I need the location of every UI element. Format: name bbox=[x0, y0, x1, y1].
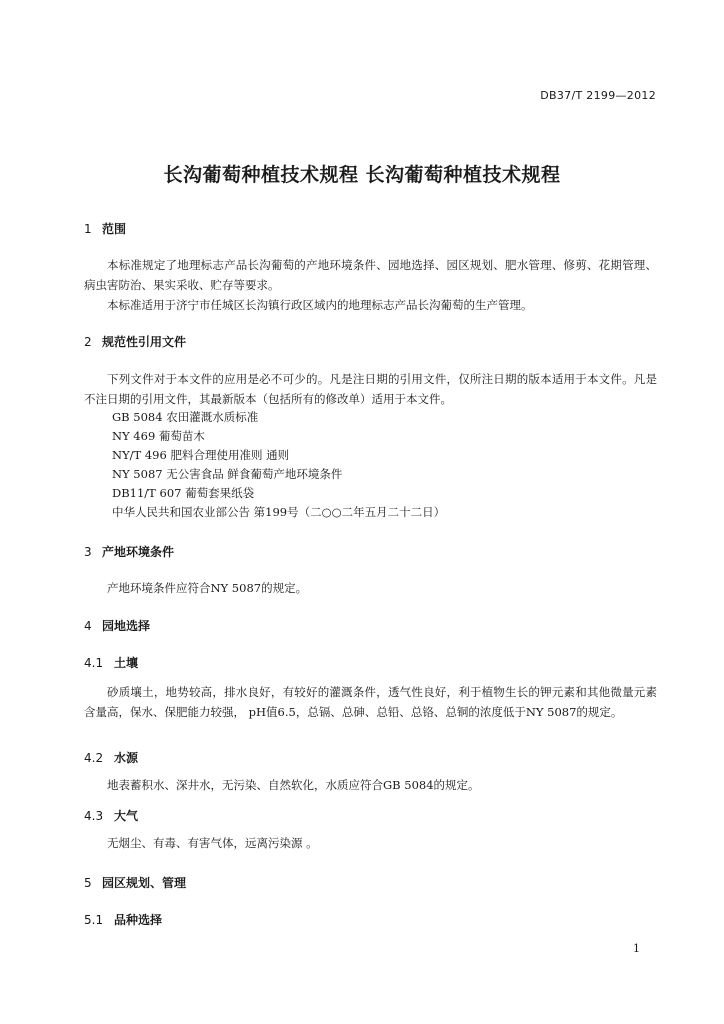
subsection-heading-5-1 bbox=[84, 911, 162, 928]
section-title: 土壤 bbox=[114, 656, 139, 670]
soil-paragraph: 砂质壤土，地势较高，排水良好，有较好的灌溉条件，透气性良好，利于植物生长的钾元素和其他微量元素含量高，保水、保肥能力较强， pH值6.5，总镉、总砷、总铅、总铬、总铜的浓度低于NY 5087的规定。 bbox=[84, 685, 657, 719]
section-title: 园地选择 bbox=[102, 619, 151, 633]
reference-item: 中华人民共和国农业部公告 第199号（二○○二年五月二十二日） bbox=[112, 505, 446, 519]
subsection-heading-4-2 bbox=[84, 749, 138, 766]
reference-item: NY 469 葡萄苗木 bbox=[112, 429, 205, 443]
scope-paragraph-1: 本标准规定了地理标志产品长沟葡萄的产地环境条件、园地选择、园区规划、肥水管理、修剪、花期管理、病虫害防治、果实采收、贮存等要求。 bbox=[84, 258, 657, 292]
subsection-heading-4-1 bbox=[84, 654, 138, 671]
section-number: 4.1 bbox=[84, 656, 104, 670]
scope-text bbox=[84, 255, 657, 315]
section-number: 4.2 bbox=[84, 751, 104, 765]
section-heading-5 bbox=[84, 874, 186, 891]
section-title: 水源 bbox=[114, 751, 139, 765]
air-text bbox=[84, 833, 657, 853]
subsection-heading-4-3 bbox=[84, 807, 138, 824]
section-title: 园区规划、管理 bbox=[102, 876, 187, 890]
section-title: 产地环境条件 bbox=[102, 545, 175, 559]
reference-item: NY 5087 无公害食品 鲜食葡萄产地环境条件 bbox=[112, 467, 343, 481]
air-paragraph: 无烟尘、有毒、有害气体，远离污染源 。 bbox=[107, 836, 318, 850]
section-title: 大气 bbox=[114, 809, 139, 823]
standard-code: DB37/T 2199—2012 bbox=[540, 89, 656, 102]
section-number: 5 bbox=[84, 876, 92, 890]
normative-references-intro bbox=[84, 369, 657, 409]
section-number: 2 bbox=[84, 335, 92, 349]
section-heading-2 bbox=[84, 333, 186, 350]
section-heading-4 bbox=[84, 617, 150, 634]
section-number: 4.3 bbox=[84, 809, 104, 823]
reference-item: NY/T 496 肥料合理使用准则 通则 bbox=[112, 448, 290, 462]
environment-text bbox=[84, 578, 657, 598]
section-heading-3 bbox=[84, 543, 174, 560]
soil-text bbox=[84, 682, 657, 722]
section-number: 4 bbox=[84, 619, 92, 633]
page-number: 1 bbox=[633, 942, 640, 955]
reference-item: GB 5084 农田灌溉水质标准 bbox=[112, 410, 259, 424]
section-number: 1 bbox=[84, 222, 92, 236]
references-intro-paragraph: 下列文件对于本文件的应用是必不可少的。凡是注日期的引用文件，仅所注日期的版本适用于本文件。凡是不注日期的引用文件，其最新版本（包括所有的修改单）适用于本文件。 bbox=[84, 372, 657, 406]
reference-list bbox=[112, 408, 445, 522]
scope-paragraph-2: 本标准适用于济宁市任城区长沟镇行政区域内的地理标志产品长沟葡萄的生产管理。 bbox=[107, 298, 533, 312]
water-paragraph: 地表蓄积水、深井水，无污染、自然软化，水质应符合GB 5084的规定。 bbox=[107, 778, 480, 792]
section-number: 3 bbox=[84, 545, 92, 559]
section-title: 品种选择 bbox=[114, 913, 163, 927]
section-heading-1 bbox=[84, 220, 126, 237]
document-title: 长沟葡萄种植技术规程 长沟葡萄种植技术规程 bbox=[163, 164, 561, 186]
water-text bbox=[84, 775, 657, 795]
section-title: 规范性引用文件 bbox=[102, 335, 187, 349]
environment-paragraph: 产地环境条件应符合NY 5087的规定。 bbox=[107, 581, 308, 595]
reference-item: DB11/T 607 葡萄套果纸袋 bbox=[112, 486, 255, 500]
section-title: 范围 bbox=[102, 222, 127, 236]
section-number: 5.1 bbox=[84, 913, 104, 927]
